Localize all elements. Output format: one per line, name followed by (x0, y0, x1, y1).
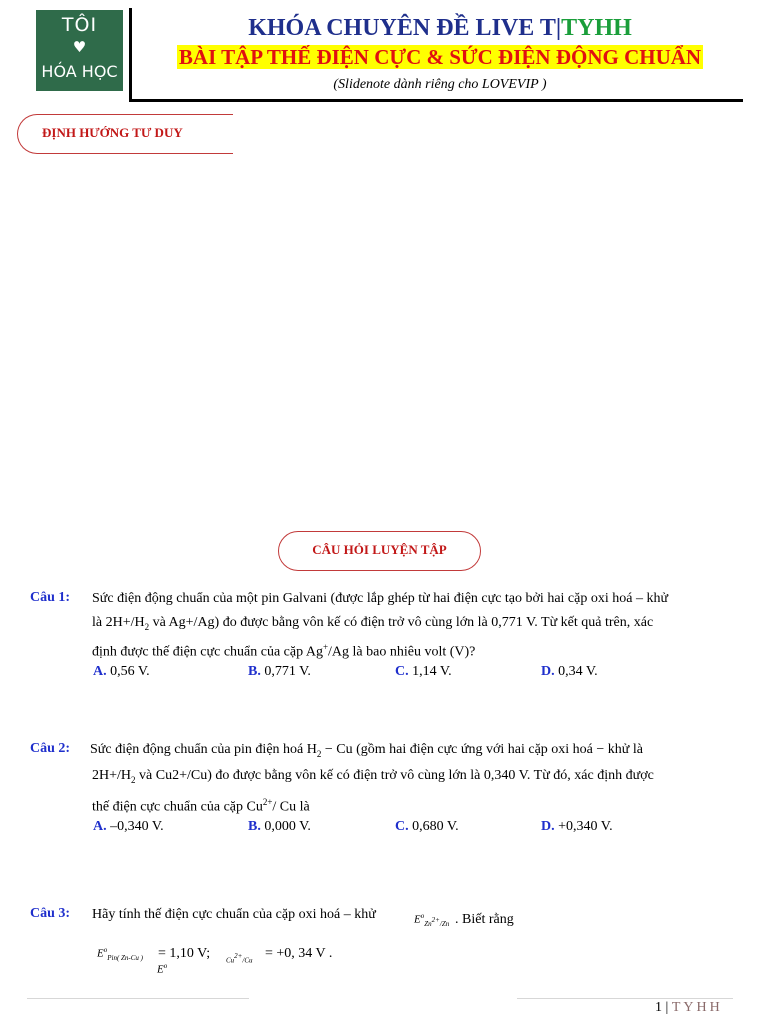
footer-divider-left (27, 998, 249, 999)
section-orientation-label: ĐỊNH HƯỚNG TƯ DUY (42, 125, 183, 140)
lesson-subtitle (140, 44, 740, 70)
heart-icon: ♥ (72, 38, 87, 56)
logo (36, 10, 123, 91)
question-2-line-3: thế điện cực chuẩn của cặp $Cu^{2+}/$ Cu là (92, 797, 310, 815)
lesson-subtitle-text: BÀI TẬP THẾ ĐIỆN CỰC & SỨC ĐIỆN ĐỘNG CHUẨN (178, 45, 702, 69)
question-1-option-d[interactable]: D. 0,34 V. (541, 664, 598, 679)
footer-brand: TYHH (671, 1000, 723, 1015)
question-2-line-2: $2H+/H_2$ và Cu2+/Cu) đo được bằng vôn kế có điện trở vô cùng lớn là 0,340 V. Từ đó, xác định được (92, 768, 654, 785)
question-1-line-1: Sức điện động chuẩn của một pin Galvani (được lắp ghép từ hai điện cực tạo bởi hai cặp oxi hoá – khử (92, 591, 669, 606)
question-2-option-d[interactable]: D. +0,340 V. (541, 819, 613, 834)
question-3-formula-e-cu: $E^o$ (157, 962, 168, 976)
question-3-formula-cu-value: = +0, 34 V . (265, 946, 333, 961)
question-3-formula-e-zn: $E^o_{Zn^{2+}/Zn}$ (414, 912, 450, 928)
question-1-line-3: định được thế điện cực chuẩn của cặp Ag+/Ag là bao nhiêu volt (V)? (92, 642, 476, 660)
question-1-line-2: là $2H+/H_2$ và Ag+/Ag) đo được bằng vôn kế có điện trở vô cùng lớn là 0,771 V. Từ kết quả trên, xác (92, 615, 654, 632)
logo-line-1: TÔI (61, 14, 98, 36)
question-3-formula-pin-value: = 1,10 V; (158, 946, 211, 961)
question-3-label: Câu 3: (30, 906, 71, 921)
question-1-label: Câu 1: (30, 590, 71, 605)
question-3-formula-e-pin: $E^o_{Pin( Zn-Cu )}$ (97, 946, 144, 962)
logo-line-2: HÓA HỌC (41, 62, 118, 81)
page-footer: 1 | TYHH (655, 1000, 723, 1015)
course-title-main: KHÓA CHUYÊN ĐỀ LIVE T| (248, 15, 562, 41)
header-vertical-divider (129, 8, 132, 101)
question-3-line-1-end: . Biết rằng (455, 912, 514, 927)
question-1-option-a[interactable]: A. 0,56 V. (93, 664, 150, 679)
header-horizontal-divider (129, 99, 743, 102)
question-1-option-c[interactable]: C. 1,14 V. (395, 664, 452, 679)
section-practice (278, 531, 481, 571)
section-practice-label: CÂU HỎI LUYỆN TẬP (312, 542, 447, 557)
question-2-line-1: Sức điện động chuẩn của pin điện hoá $H_2 - Cu$ (gồm hai điện cực ứng với hai cặp oxi hoá − khử là (90, 742, 643, 759)
question-3-formula-cu-index: $Cu^{2+}/Cu$ (226, 952, 253, 965)
footer-divider-right (517, 998, 733, 999)
page-number: 1 (655, 1000, 662, 1015)
slidenote-caption: (Slidenote dành riêng cho LOVEVIP ) (333, 77, 547, 92)
question-2-option-a[interactable]: A. –0,340 V. (93, 819, 164, 834)
course-title (140, 14, 740, 42)
question-1-option-b[interactable]: B. 0,771 V. (248, 664, 311, 679)
question-3-line-1: Hãy tính thế điện cực chuẩn của cặp oxi hoá – khử (92, 907, 376, 922)
section-orientation (17, 114, 233, 154)
question-2-label: Câu 2: (30, 741, 71, 756)
course-title-accent: TYHH (561, 15, 632, 41)
question-2-option-b[interactable]: B. 0,000 V. (248, 819, 311, 834)
question-2-option-c[interactable]: C. 0,680 V. (395, 819, 459, 834)
